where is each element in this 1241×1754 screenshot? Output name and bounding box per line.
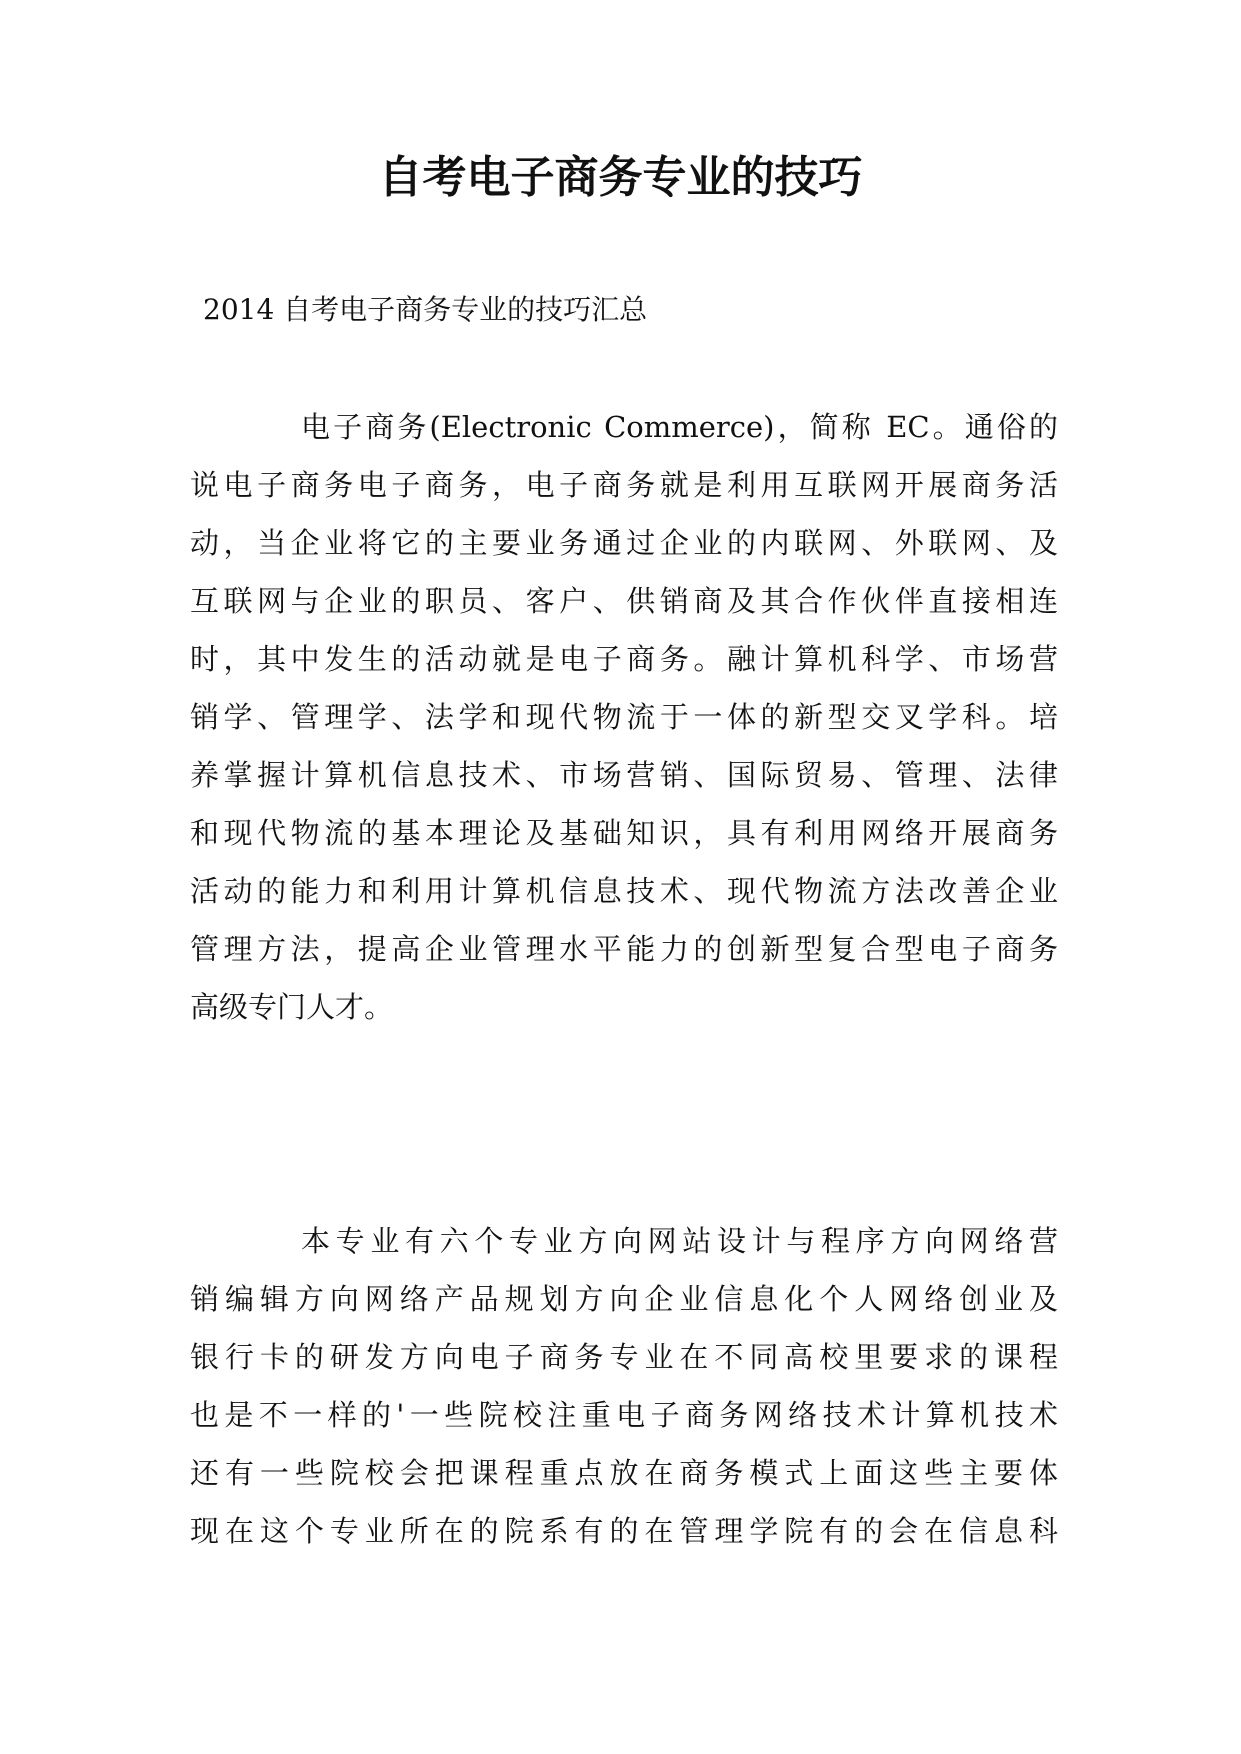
paragraph-line: 说电子商务电子商务，电子商务就是利用互联网开展商务活	[190, 468, 1058, 502]
paragraph-line: 本专业有六个专业方向网站设计与程序方向网络营	[301, 1224, 1058, 1258]
paragraph-line: 养掌握计算机信息技术、市场营销、国际贸易、管理、法律	[190, 758, 1058, 792]
paragraph-line: 高级专门人才。	[190, 990, 394, 1024]
paragraph-line: 时，其中发生的活动就是电子商务。融计算机科学、市场营	[190, 642, 1058, 676]
paragraph-line: 互联网与企业的职员、客户、供销商及其合作伙伴直接相连	[190, 584, 1058, 618]
paragraph-line: 动，当企业将它的主要业务通过企业的内联网、外联网、及	[190, 526, 1058, 560]
paragraph-major-directions	[190, 1212, 1058, 1560]
paragraph-line: 银行卡的研发方向电子商务专业在不同高校里要求的课程	[190, 1340, 1058, 1374]
paragraph-line: 活动的能力和利用计算机信息技术、现代物流方法改善企业	[190, 874, 1058, 908]
paragraph-line: 和现代物流的基本理论及基础知识，具有利用网络开展商务	[190, 816, 1058, 850]
paragraph-line: 现在这个专业所在的院系有的在管理学院有的会在信息科	[190, 1514, 1058, 1548]
page-title: 自考电子商务专业的技巧	[378, 152, 863, 203]
paragraph-line: 也是不一样的'一些院校注重电子商务网络技术计算机技术	[190, 1398, 1058, 1432]
paragraph-line: 还有一些院校会把课程重点放在商务模式上面这些主要体	[190, 1456, 1058, 1490]
paragraph-line: 销编辑方向网络产品规划方向企业信息化个人网络创业及	[190, 1282, 1058, 1316]
paragraph-line: 电子商务(Electronic Commerce)，简称 EC。通俗的	[301, 410, 1058, 444]
paragraph-ec-definition	[190, 398, 1058, 1036]
document-subtitle: 2014 自考电子商务专业的技巧汇总	[203, 293, 648, 326]
paragraph-line: 管理方法，提高企业管理水平能力的创新型复合型电子商务	[190, 932, 1058, 966]
paragraph-line: 销学、管理学、法学和现代物流于一体的新型交叉学科。培	[190, 700, 1058, 734]
